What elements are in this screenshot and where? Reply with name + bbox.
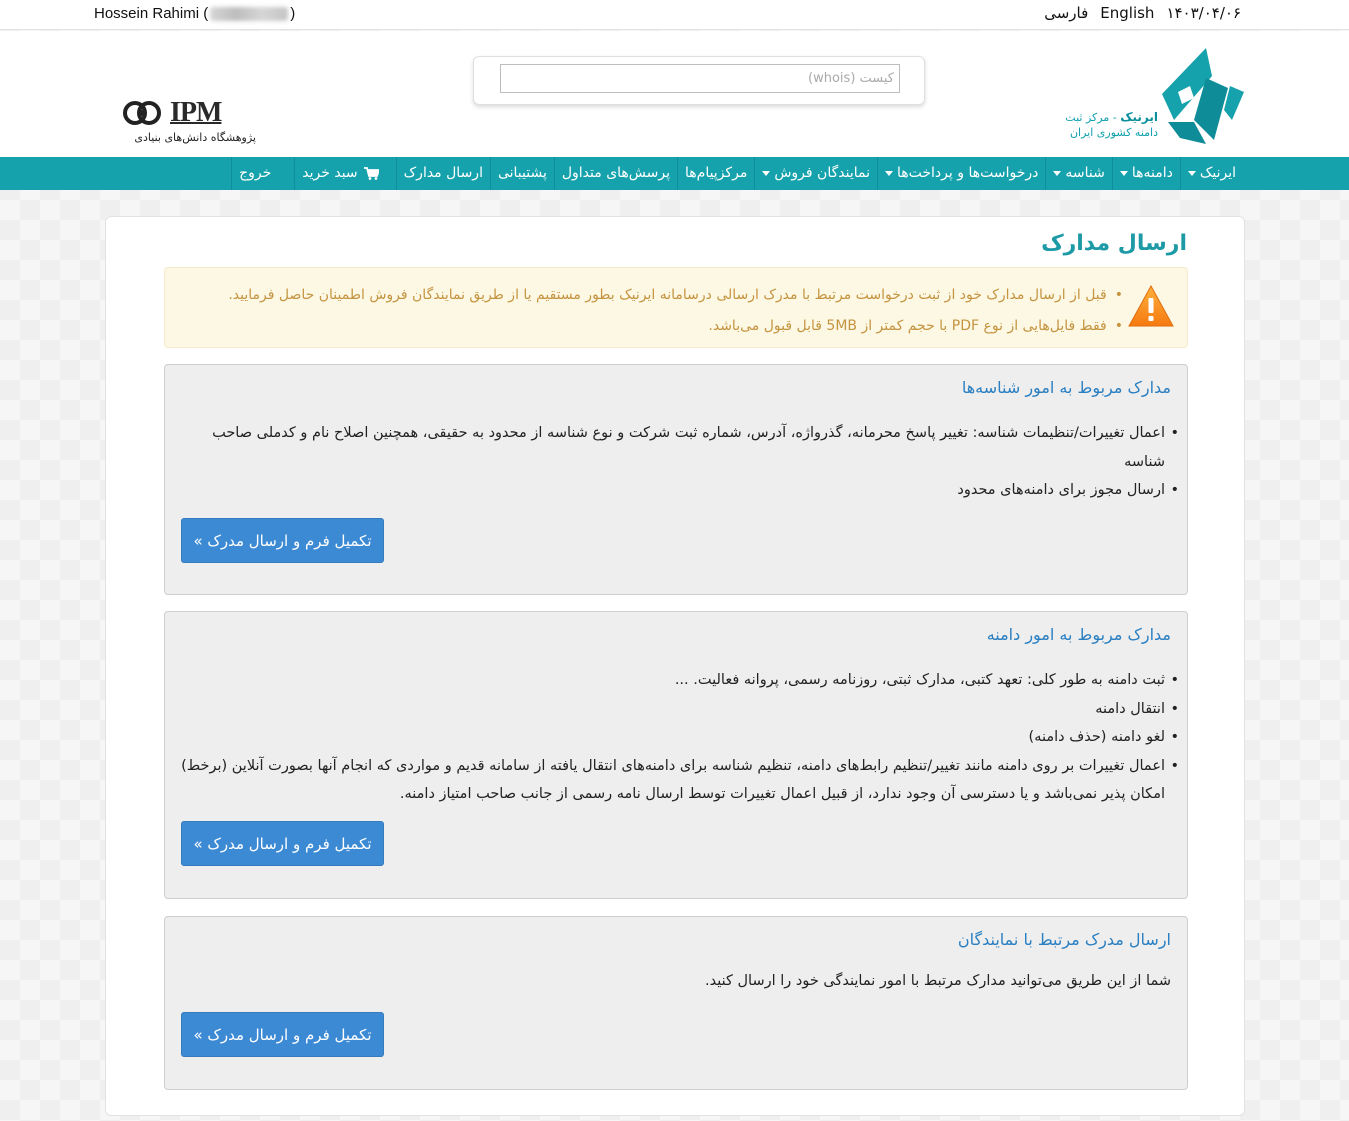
list-item: • انتقال دامنه [181, 695, 1179, 724]
whois-search-box [473, 56, 925, 105]
nav-domains[interactable]: دامنه‌ها [1112, 157, 1180, 190]
lang-fa-link[interactable]: فارسی [1044, 4, 1089, 22]
cart-icon [364, 167, 379, 180]
main-content [105, 216, 1245, 1116]
nav-support[interactable]: پشتیبانی [490, 157, 554, 190]
list-item: • ثبت دامنه به طور کلی: تعهد کتبی، مدارک ثبتی، روزنامه رسمی، پروانه فعالیت. ... [181, 666, 1179, 695]
nav-logout[interactable]: خروج [231, 157, 278, 190]
nav-resellers[interactable]: نمایندگان فروش [754, 157, 877, 190]
irnic-logo[interactable] [1062, 48, 1244, 143]
alert-item: • فقط فایل‌هایی از نوع PDF با حجم کمتر از 5MB قابل قبول می‌باشد. [228, 311, 1123, 342]
irnic-logo-text: ایرنیک - مرکز ثبت دامنه کشوری ایران [1065, 110, 1158, 139]
nav-requests-payments[interactable]: درخواست‌ها و پرداخت‌ها [877, 157, 1045, 190]
alert-item: • قبل از ارسال مدارک خود از ثبت درخواست مرتبط با مدرک ارسالی درسامانه ایرنیک بطور مستقیم یا از طریق نمایندگان فروش اطمینان حاصل فرمایید. [228, 280, 1123, 311]
user-id-redacted [210, 7, 288, 21]
panel-title: مدارک مربوط به امور دامنه [986, 625, 1171, 644]
chevron-down-icon [1188, 171, 1196, 176]
panel-reseller-documents [164, 916, 1188, 1090]
list-item: • ارسال مجوز برای دامنه‌های محدود [181, 476, 1179, 505]
ipm-subtitle: پژوهشگاه دانش‌های بنیادی [134, 131, 256, 144]
top-right-links [1044, 4, 1241, 22]
header [0, 31, 1349, 157]
user-suffix: ) [290, 5, 296, 22]
panel-domain-documents [164, 611, 1188, 899]
complete-form-button[interactable]: تکمیل فرم و ارسال مدرک » [181, 821, 384, 866]
nav-handle[interactable]: شناسه [1045, 157, 1111, 190]
irnic-emblem-icon [1154, 48, 1244, 144]
nav-send-documents[interactable]: ارسال مدارک [396, 157, 490, 190]
lang-en-link[interactable]: English [1100, 4, 1155, 22]
list-item: • اعمال تغییرات/تنظیمات شناسه: تغییر پاسخ محرمانه، گذرواژه، آدرس، شماره ثبت شرکت و نوع شناسه از محدود به حقیقی، همچنین اصلاح نام و کدملی صاحب شناسه [181, 419, 1179, 476]
chevron-down-icon [885, 171, 893, 176]
ipm-logo-text: IPM [170, 97, 222, 128]
main-nav [0, 157, 1349, 190]
chevron-down-icon [1120, 171, 1128, 176]
chevron-down-icon [762, 171, 770, 176]
nav-irnic[interactable]: ایرنیک [1180, 157, 1243, 190]
nav-faq[interactable]: پرسش‌های متداول [554, 157, 677, 190]
list-item: • لغو دامنه (حذف دامنه) [181, 723, 1179, 752]
panel-handle-documents [164, 364, 1188, 595]
nav-message-center[interactable]: مرکزپیام‌ها [677, 157, 754, 190]
complete-form-button[interactable]: تکمیل فرم و ارسال مدرک » [181, 518, 384, 563]
ipm-logo[interactable] [122, 97, 272, 144]
chevron-down-icon [1053, 171, 1061, 176]
list-item: • اعمال تغییرات بر روی دامنه مانند تغییر/تنظیم رابط‌های دامنه، تنظیم شناسه برای دامنه‌های انتقال یافته از سامانه قدیم و مواردی که انجام آنها بصورت آنلاین (برخط) امکان پذیر نمی‌باشد و یا دسترسی آن وجود ندارد، از قبیل اعمال تغییرات توسط ارسال نامه رسمی از جانب صاحب امتیاز دامنه. [181, 752, 1179, 809]
ipm-emblem-icon [122, 100, 166, 126]
panel-title: مدارک مربوط به امور شناسه‌ها [961, 378, 1171, 397]
user-name: Hossein Rahimi ( [94, 5, 209, 22]
top-bar [0, 0, 1349, 30]
warning-alert [164, 267, 1188, 348]
nav-cart[interactable]: سبد خرید [294, 157, 395, 190]
panel-text: شما از این طریق می‌توانید مدارک مرتبط با امور نمایندگی خود را ارسال کنید. [705, 973, 1171, 989]
whois-search-input[interactable] [500, 64, 900, 93]
warning-icon [1128, 285, 1174, 327]
panel-title: ارسال مدرک مرتبط با نمایندگان [957, 930, 1171, 949]
user-info [94, 5, 295, 22]
current-date: ۱۴۰۳/۰۴/۰۶ [1166, 4, 1241, 22]
complete-form-button[interactable]: تکمیل فرم و ارسال مدرک » [181, 1012, 384, 1057]
page-title: ارسال مدارک [1041, 231, 1187, 256]
